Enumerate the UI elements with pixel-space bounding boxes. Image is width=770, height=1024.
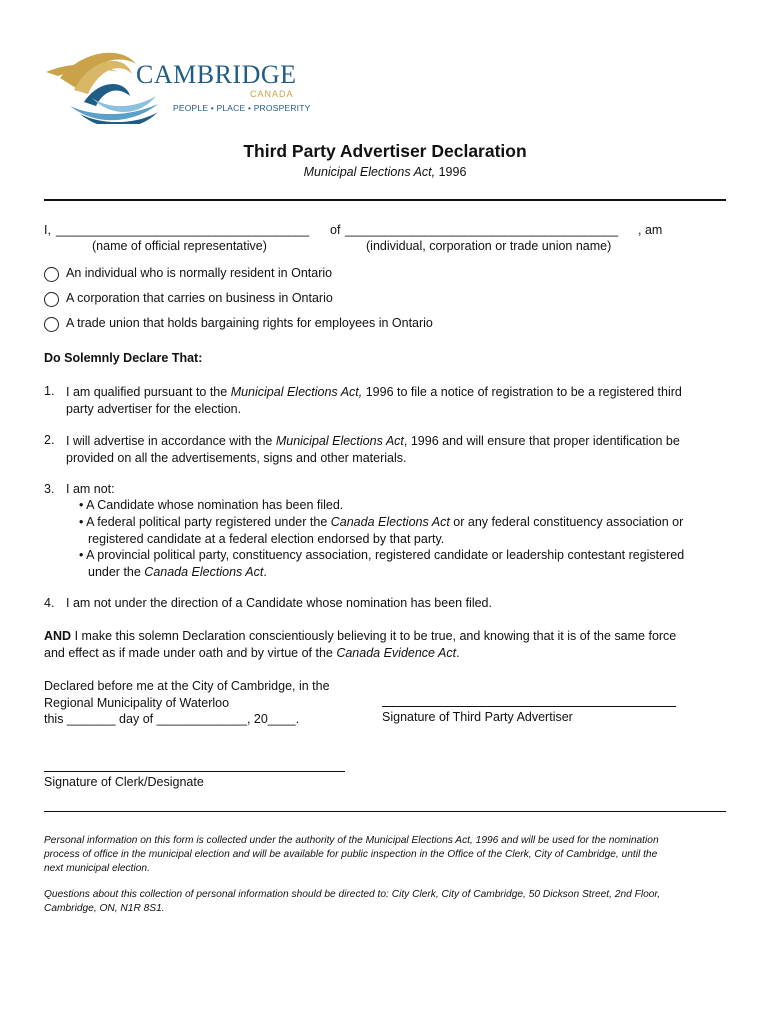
logo-wordmark: CAMBRIDGE <box>136 60 297 89</box>
option-individual-label: An individual who is normally resident in Ontario <box>66 266 333 280</box>
official-name-field[interactable]: ______________________________________ <box>56 223 309 237</box>
radio-corporation[interactable] <box>44 292 59 307</box>
organization-name-field[interactable]: _________________________________________ <box>345 223 618 237</box>
official-name-label: (name of official representative) <box>92 239 267 253</box>
footer-rule <box>44 811 726 812</box>
solemn-declaration-text: AND I make this solemn Declaration conscientiously believing it to be true, and knowing that it is of the same force and effect as if made under oath and by virtue of the Canada Evidence Act. <box>44 629 677 660</box>
option-corporation-label: A corporation that carries on business in Ontario <box>66 291 333 305</box>
item3-number: 3. <box>44 482 55 496</box>
item4-number: 4. <box>44 596 55 610</box>
third-party-signature-line[interactable] <box>382 706 676 707</box>
item1-number: 1. <box>44 384 55 398</box>
questions-notice: Questions about this collection of personal information should be directed to: City Clerk, City of Cambridge, 50 Dickson Street, 2nd Floor, Cambridge, ON, N1R 8S1. <box>44 889 661 914</box>
organization-name-label: (individual, corporation or trade union name) <box>366 239 612 253</box>
item1-text: I am qualified pursuant to the Municipal Elections Act, 1996 to file a notice of registration to be a registered third party advertiser for the election. <box>66 385 682 416</box>
item2-text: I will advertise in accordance with the Municipal Elections Act, 1996 and will ensure that proper identification be provided on all the advertisements, signs and other materials. <box>66 434 680 465</box>
item3-lead: I am not: <box>66 482 115 496</box>
item3-bullet3: • A provincial political party, constituency association, registered candidate or leadership contestant registered under the Canada Elections Act. <box>79 548 685 579</box>
third-party-signature-label: Signature of Third Party Advertiser <box>382 710 573 724</box>
privacy-notice: Personal information on this form is collected under the authority of the Municipal Elections Act, 1996 and will be used for the nomination process of office in the municipal election and will be available for public inspection in the Office of the Clerk, City of Cambridge, until the next municipal election. <box>44 835 659 874</box>
item3-bullet2: • A federal political party registered under the Canada Elections Act or any federal constituency association or registered candidate at a federal election endorsed by that party. <box>79 515 684 546</box>
clerk-signature-line[interactable] <box>44 771 345 772</box>
declare-heading: Do Solemnly Declare That: <box>44 351 203 365</box>
radio-trade-union[interactable] <box>44 317 59 332</box>
top-rule <box>44 199 726 201</box>
page-subtitle: Municipal Elections Act, 1996 <box>303 165 467 179</box>
logo-country: CANADA <box>250 89 294 99</box>
declared-before-text: Declared before me at the City of Cambridge, in the Regional Municipality of Waterloo this _______ day of _____________, 20____. <box>44 679 330 726</box>
intro-i: I, <box>44 223 51 237</box>
intro-am: , am <box>638 223 663 237</box>
item4-text: I am not under the direction of a Candidate whose nomination has been filed. <box>66 596 492 610</box>
item2-number: 2. <box>44 433 55 447</box>
intro-of: of <box>330 223 341 237</box>
logo-tagline: PEOPLE • PLACE • PROSPERITY <box>173 103 311 113</box>
page-title: Third Party Advertiser Declaration <box>243 141 527 161</box>
clerk-signature-label: Signature of Clerk/Designate <box>44 775 204 789</box>
item3-bullet1: • A Candidate whose nomination has been filed. <box>79 498 344 512</box>
radio-individual[interactable] <box>44 267 59 282</box>
option-trade-union-label: A trade union that holds bargaining rights for employees in Ontario <box>66 316 433 330</box>
